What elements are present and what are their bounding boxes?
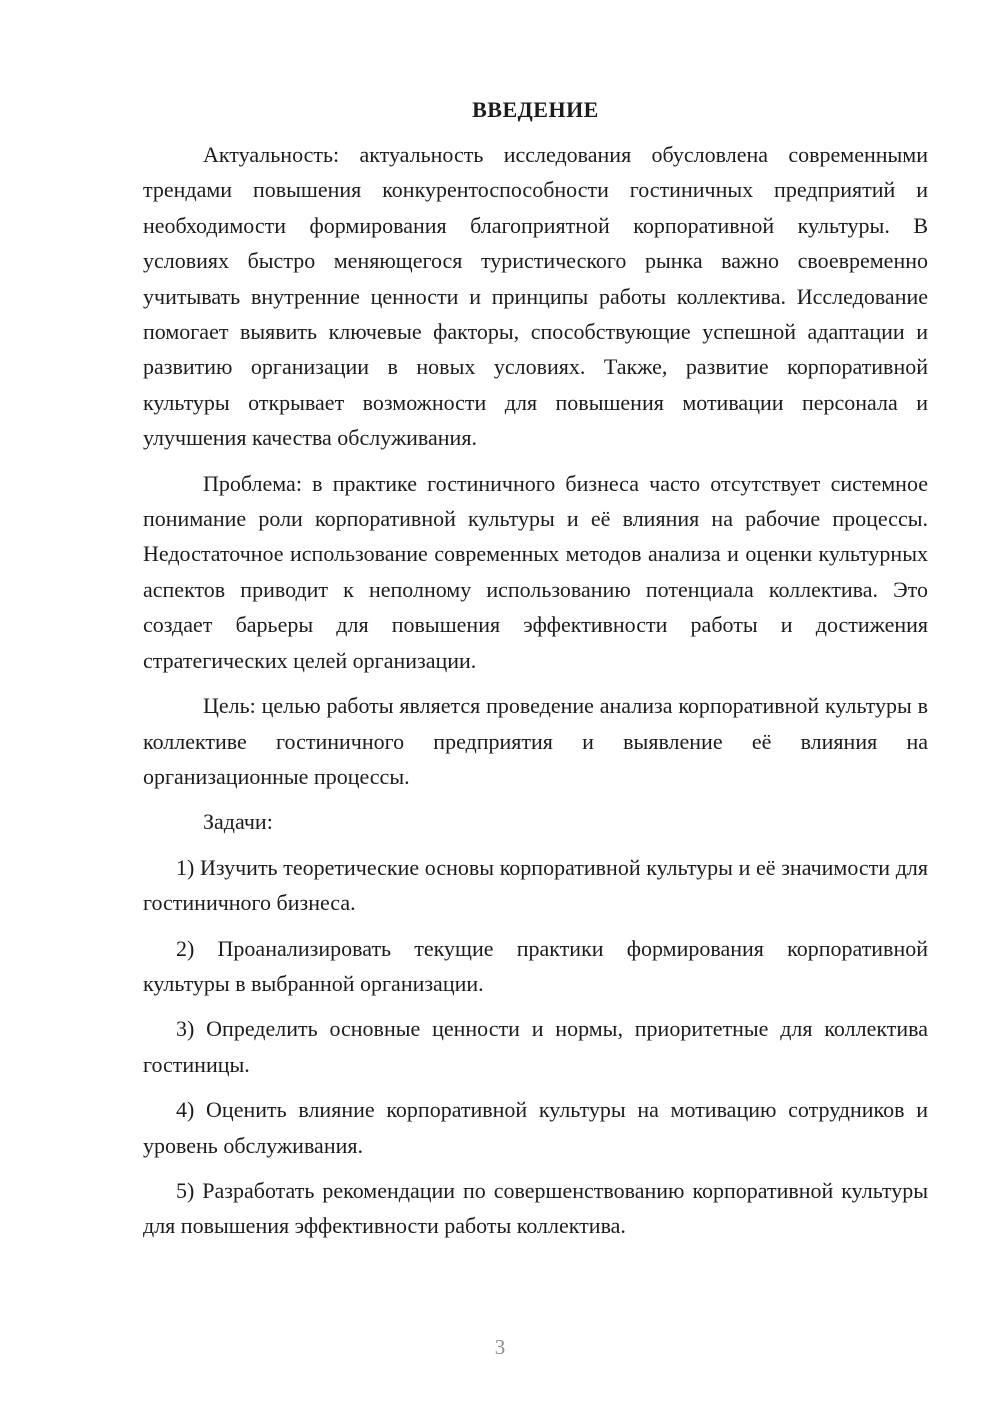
- tasks-list: [143, 850, 928, 1244]
- page-number: 3: [494, 1335, 506, 1359]
- section-heading: ВВЕДЕНИЕ: [472, 97, 599, 122]
- paragraph-relevance: Актуальность: актуальность исследования обусловлена современными трендами повышения конкурентоспособности гостиничных предприятий и необходимости формирования благоприятной корпоративной культуры. В условиях быстро меняющегося туристического рынка важно своевременно учитывать внутренние ценности и принципы работы коллектива. Исследование помогает выявить ключевые факторы, способствующие успешной адаптации и развитию организации в новых условиях. Также, развитие корпоративной культуры открывает возможности для повышения мотивации персонала и улучшения качества обслуживания.: [143, 142, 928, 451]
- task-item: 1) Изучить теоретические основы корпоративной культуры и её значимости для гостиничного бизнеса.: [143, 854, 928, 916]
- task-item: 4) Оценить влияние корпоративной культуры на мотивацию сотрудников и уровень обслуживания.: [143, 1097, 928, 1158]
- paragraph-problem: Проблема: в практике гостиничного бизнеса часто отсутствует системное понимание роли корпоративной культуры и её влияния на рабочие процессы. Недостаточное использование современных методов анализа и оценки культурных аспектов приводит к неполному использованию потенциала коллектива. Это создает барьеры для повышения эффективности работы и достижения стратегических целей организации.: [143, 470, 928, 673]
- task-item: 2) Проанализировать текущие практики формирования корпоративной культуры в выбранной организации.: [143, 935, 928, 996]
- task-item: 5) Разработать рекомендации по совершенствованию корпоративной культуры для повышения эффективности работы коллектива.: [143, 1177, 928, 1239]
- tasks-title: Задачи:: [203, 809, 273, 835]
- paragraph-goal: Цель: целью работы является проведение анализа корпоративной культуры в коллективе гостиничного предприятия и выявление её влияния на организационные процессы.: [143, 693, 928, 789]
- task-item: 3) Определить основные ценности и нормы, приоритетные для коллектива гостиницы.: [143, 1016, 928, 1077]
